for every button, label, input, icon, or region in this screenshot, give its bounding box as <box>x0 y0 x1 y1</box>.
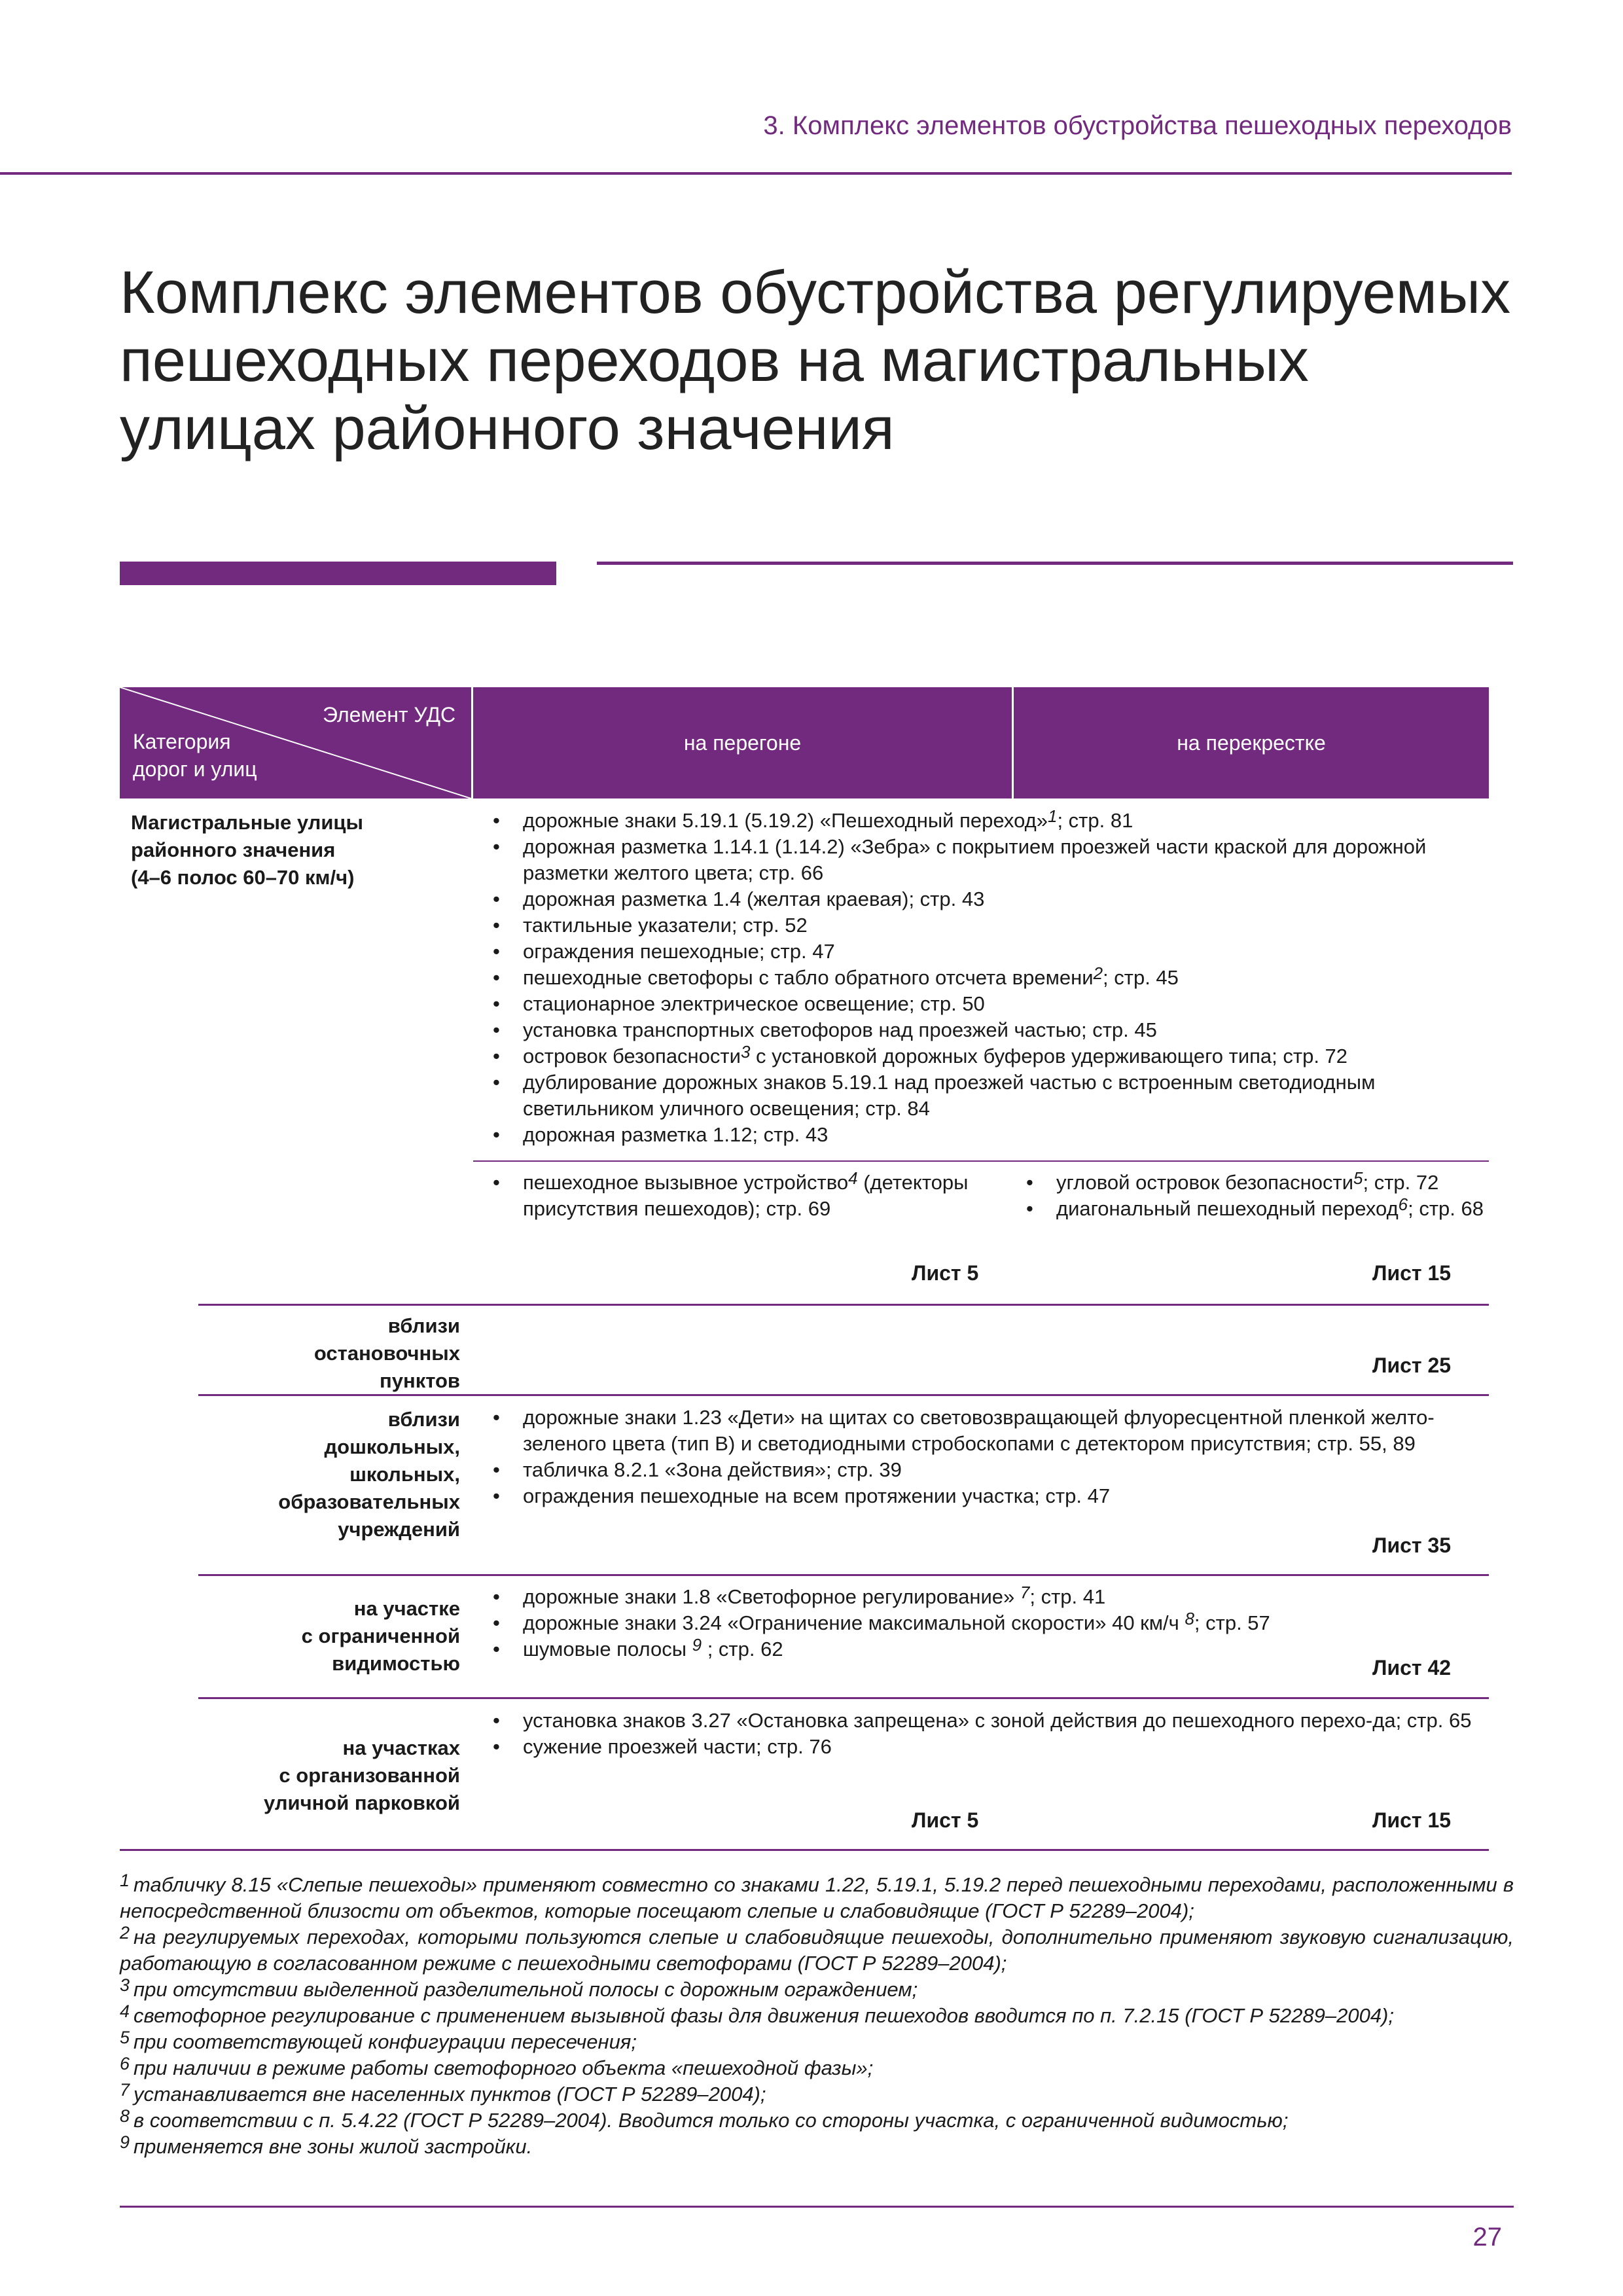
row-label-line: остановочных <box>313 1342 460 1365</box>
row-label-line: образовательных <box>278 1490 460 1513</box>
list-item: • дорожные знаки 1.8 «Светофорное регулирование» $^7$; стр. 41 <box>489 1584 1484 1610</box>
footnote: 7 устанавливается вне населенных пунктов (ГОСТ Р 52289–2004); <box>120 2080 766 2106</box>
sheet-ref: Лист 15 <box>1372 1261 1452 1285</box>
footnote: 5 при соответствующей конфигурации пересечения; <box>120 2028 637 2053</box>
sheet-ref: Лист 35 <box>1372 1534 1452 1557</box>
footnote: 2 на регулируемых переходах, которыми пользуются слепые и слабовидящие пешеходы, дополнительно применяют звуковую сигнализацию, работающую в согласованном режиме с пешеходными светофорами (ГОСТ Р 52289–2004); <box>120 1923 1514 1975</box>
list-item: • дорожные знаки 5.19.1 (5.19.2) «Пешеходный переход»$^1$; стр. 81 <box>489 808 1484 834</box>
header-element-label: Элемент УДС <box>323 703 456 726</box>
row-divider <box>198 1574 1489 1576</box>
row-label-line: пунктов <box>380 1369 460 1392</box>
row-label-parking <box>120 1734 460 1817</box>
run-items-list <box>489 1170 1006 1222</box>
list-item: • дорожная разметка 1.4 (желтая краевая); стр. 43 <box>489 886 1484 912</box>
page-title: Комплекс элементов обустройства регулируемых пешеходных переходов на магистральных улицах районного значения <box>120 259 1511 462</box>
footnote: 3 при отсутствии выделенной разделительной полосы с дорожным ограждением; <box>120 1975 918 2001</box>
list-item: • стационарное электрическое освещение; стр. 50 <box>489 991 1484 1017</box>
row-label-line: уличной парковкой <box>263 1791 460 1814</box>
list-item: • сужение проезжей части; стр. 76 <box>489 1734 1484 1760</box>
main-items-list <box>489 808 1484 1148</box>
sheet-ref: Лист 15 <box>1372 1808 1452 1832</box>
list-item: • дублирование дорожных знаков 5.19.1 над проезжей частью с встроенным светодиодным светильником уличного освещения; стр. 84 <box>489 1069 1484 1122</box>
footer-rule <box>120 2206 1514 2208</box>
row-label-line: на участках <box>342 1736 460 1759</box>
row-label-line: учреждений <box>338 1518 460 1541</box>
visibility-items-list <box>489 1584 1484 1662</box>
list-item: • ограждения пешеходные на всем протяжении участка; стр. 47 <box>489 1483 1484 1509</box>
list-item: • установка знаков 3.27 «Остановка запрещена» с зоной действия до пешеходного перехо-да; стр. 65 <box>489 1708 1484 1734</box>
list-item: • тактильные указатели; стр. 52 <box>489 912 1484 939</box>
row-label-line: дошкольных, <box>324 1435 460 1458</box>
row-label-line: с ограниченной <box>301 1624 460 1647</box>
list-item: • угловой островок безопасности$^5$; стр. 72 <box>1022 1170 1487 1196</box>
footnote: 8 в соответствии с п. 5.4.22 (ГОСТ Р 52289–2004). Вводится только со стороны участка, с ограниченной видимостью; <box>120 2106 1289 2132</box>
running-header: 3. Комплекс элементов обустройства пешеходных переходов <box>763 111 1512 140</box>
sub-divider <box>473 1160 1489 1162</box>
header-col-cross: на перекрестке <box>1177 730 1326 755</box>
row-label-line: на участке <box>353 1597 460 1620</box>
table-header <box>120 687 1489 798</box>
row-label-line: Магистральные улицы <box>131 811 363 834</box>
sheet-ref: Лист 42 <box>1372 1656 1452 1679</box>
list-item: • пешеходные светофоры с табло обратного отсчета времени$^2$; стр. 45 <box>489 965 1484 991</box>
list-item: • пешеходное вызывное устройство$^4$ (детекторы присутствия пешеходов); стр. 69 <box>489 1170 1006 1222</box>
footnote: 6 при наличии в режиме работы светофорного объекта «пешеходной фазы»; <box>120 2054 874 2079</box>
row-divider <box>198 1304 1489 1306</box>
table-bottom-rule <box>120 1849 1489 1851</box>
footnotes <box>120 1872 1514 2160</box>
footnote: 1 табличку 8.15 «Слепые пешеходы» применяют совместно со знаками 1.22, 5.19.1, 5.19.2 перед пешеходными переходами, расположенными в непосредственной близости от объектов, которые посещают слепые и слабовидящие (ГОСТ Р 52289–2004); <box>120 1871 1514 1922</box>
footnote: 9 применяется вне зоны жилой застройки. <box>120 2132 533 2158</box>
row-label-stops <box>120 1312 460 1395</box>
row-divider <box>198 1394 1489 1396</box>
row-label-line: районного значения <box>131 838 336 861</box>
parking-items-list <box>489 1708 1484 1760</box>
header-category-line: Категория <box>133 730 231 753</box>
list-item: • ограждения пешеходные; стр. 47 <box>489 939 1484 965</box>
decorative-bar-thick <box>120 562 556 585</box>
list-item: • островок безопасности$^3$ с установкой дорожных буферов удерживающего типа; стр. 72 <box>489 1043 1484 1069</box>
row-label-main <box>131 809 458 891</box>
header-category-line: дорог и улиц <box>133 757 257 781</box>
page-number: 27 <box>1472 2223 1502 2251</box>
decorative-bar-thin <box>597 562 1513 565</box>
header-category-label <box>133 728 257 783</box>
row-label-line: (4–6 полос 60–70 км/ч) <box>131 866 355 889</box>
list-item: • диагональный пешеходный переход$^6$; стр. 68 <box>1022 1196 1487 1222</box>
row-label-line: вблизи <box>387 1408 460 1431</box>
row-label-line: вблизи <box>387 1314 460 1337</box>
row-label-line: видимостью <box>332 1652 460 1675</box>
list-item: • дорожные знаки 1.23 «Дети» на щитах со световозвращающей флуоресцентной пленкой желто-зеленого цвета (тип В) и светодиодными стробоскопами с детектором присутствия; стр. 55, 89 <box>489 1405 1484 1457</box>
row-label-line: школьных, <box>349 1463 460 1486</box>
list-item: • шумовые полосы $^9$ ; стр. 62 <box>489 1636 1484 1662</box>
row-label-visibility <box>120 1595 460 1677</box>
row-label-line: с организованной <box>279 1764 460 1787</box>
header-rule <box>0 172 1512 175</box>
sheet-ref: Лист 25 <box>1372 1354 1452 1377</box>
row-divider <box>198 1697 1489 1699</box>
sheet-ref: Лист 5 <box>912 1261 979 1285</box>
list-item: • дорожная разметка 1.14.1 (1.14.2) «Зебра» с покрытием проезжей части краской для дорожной разметки желтого цвета; стр. 66 <box>489 834 1484 886</box>
list-item: • дорожные знаки 3.24 «Ограничение максимальной скорости» 40 км/ч $^8$; стр. 57 <box>489 1610 1484 1636</box>
schools-items-list <box>489 1405 1484 1509</box>
footnote: 4 светофорное регулирование с применением вызывной фазы для движения пешеходов вводится по п. 7.2.15 (ГОСТ Р 52289–2004); <box>120 2001 1394 2027</box>
cross-items-list <box>1022 1170 1487 1222</box>
list-item: • дорожная разметка 1.12; стр. 43 <box>489 1122 1484 1148</box>
list-item: • табличка 8.2.1 «Зона действия»; стр. 39 <box>489 1457 1484 1483</box>
row-label-schools <box>120 1406 460 1543</box>
sheet-ref: Лист 5 <box>912 1808 979 1832</box>
header-col-run: на перегоне <box>683 730 802 755</box>
list-item: • установка транспортных светофоров над проезжей частью; стр. 45 <box>489 1017 1484 1043</box>
